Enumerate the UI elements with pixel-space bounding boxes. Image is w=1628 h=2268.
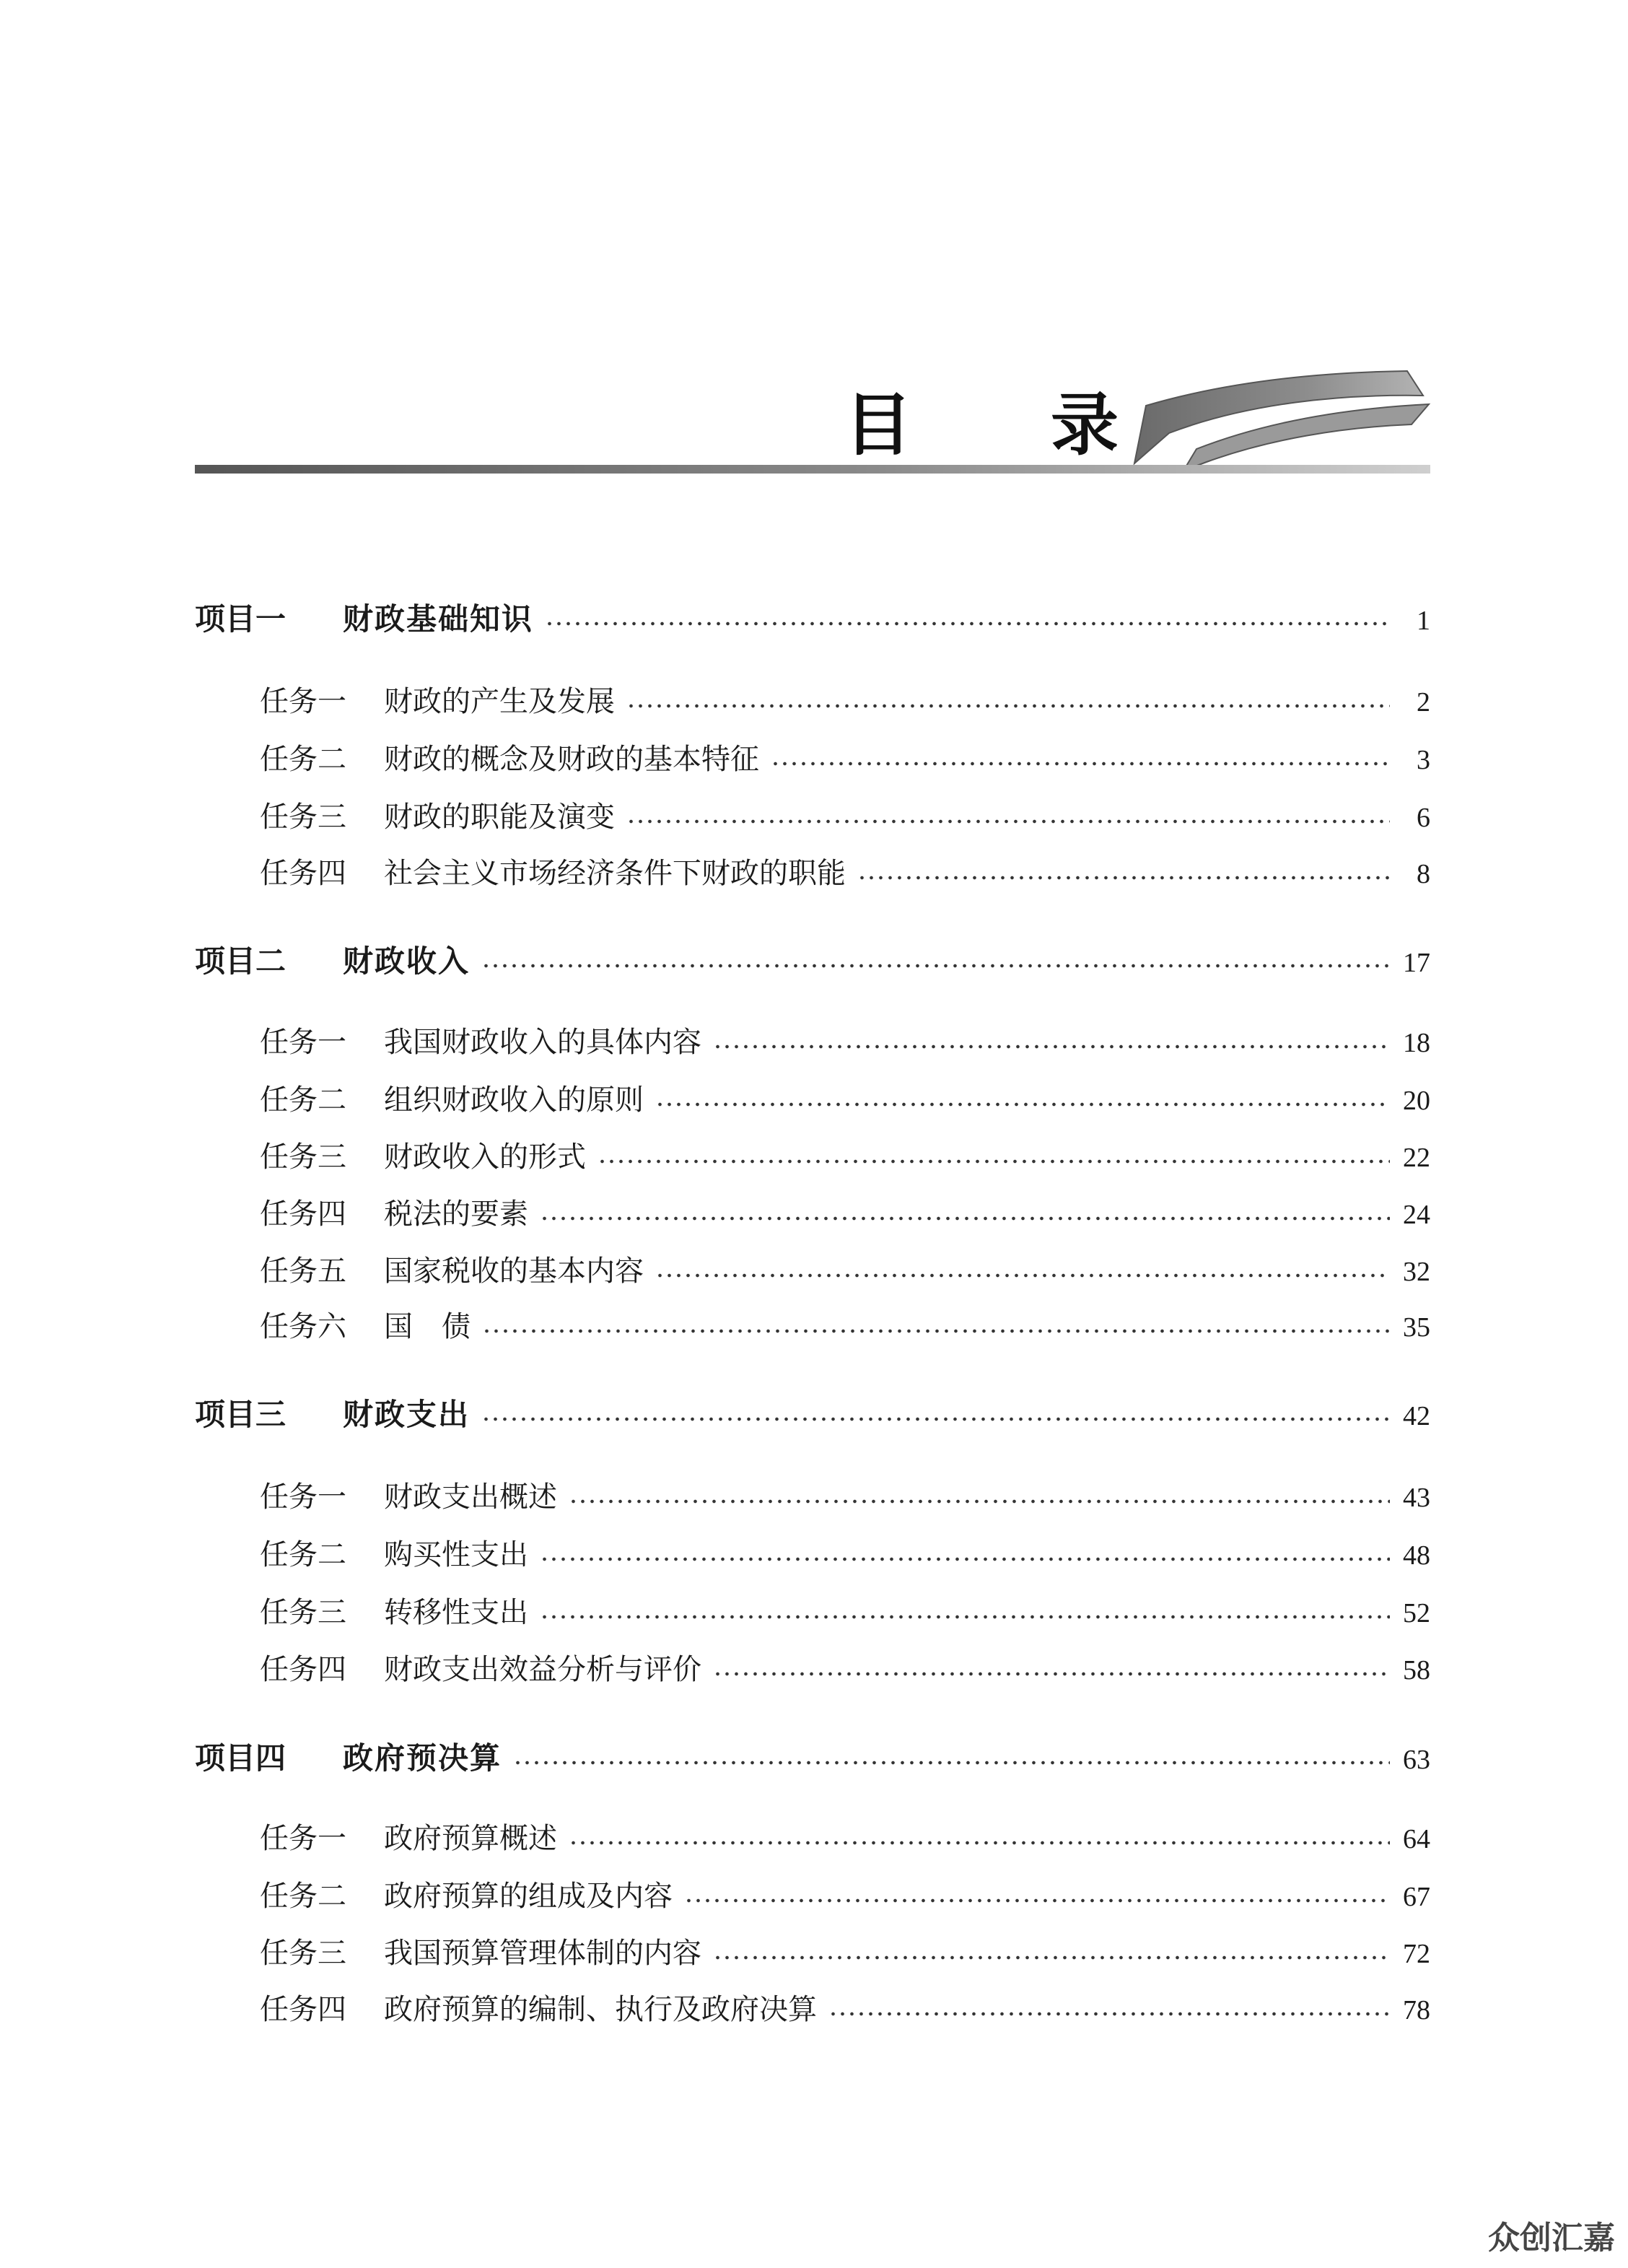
project-number: 项目二 bbox=[195, 943, 286, 979]
page-number: 72 bbox=[1403, 1939, 1430, 1969]
toc-task[interactable] bbox=[260, 1248, 1430, 1294]
page-number: 22 bbox=[1403, 1143, 1430, 1173]
toc-task[interactable] bbox=[260, 1930, 1430, 1976]
dot-leader bbox=[598, 1159, 1390, 1164]
dot-leader bbox=[655, 1102, 1390, 1107]
dot-leader bbox=[540, 1556, 1390, 1562]
page-number: 35 bbox=[1403, 1312, 1430, 1343]
task-number: 任务二 bbox=[260, 1880, 346, 1913]
dot-leader bbox=[626, 819, 1390, 824]
task-number: 任务三 bbox=[260, 801, 346, 834]
task-title: 政府预算的编制、执行及政府决算 bbox=[384, 1993, 817, 2026]
task-number: 任务三 bbox=[260, 1140, 346, 1174]
project-title: 财政基础知识 bbox=[343, 601, 534, 637]
toc-task[interactable] bbox=[260, 1647, 1430, 1693]
toc-task[interactable] bbox=[260, 850, 1430, 897]
toc-task[interactable] bbox=[260, 1986, 1430, 2033]
task-title: 政府预算的组成及内容 bbox=[384, 1880, 673, 1913]
task-title: 转移性支出 bbox=[384, 1596, 528, 1629]
task-number: 任务二 bbox=[260, 743, 346, 776]
dot-leader bbox=[655, 1273, 1390, 1278]
project-title: 政府预决算 bbox=[343, 1740, 502, 1776]
page-number: 8 bbox=[1417, 859, 1430, 889]
task-title: 财政支出概述 bbox=[384, 1480, 557, 1514]
task-title: 税法的要素 bbox=[384, 1198, 528, 1231]
dot-leader bbox=[713, 1671, 1390, 1677]
toc-project-3[interactable] bbox=[195, 1392, 1430, 1438]
task-title: 国家税收的基本内容 bbox=[384, 1255, 644, 1288]
task-number: 任务二 bbox=[260, 1083, 346, 1117]
task-title: 财政支出效益分析与评价 bbox=[384, 1653, 701, 1686]
task-title: 国 债 bbox=[384, 1310, 471, 1343]
page-number: 20 bbox=[1403, 1086, 1430, 1116]
toc-task[interactable] bbox=[260, 1304, 1430, 1350]
task-number: 任务一 bbox=[260, 685, 346, 718]
dot-leader bbox=[857, 875, 1390, 881]
page-number: 64 bbox=[1403, 1824, 1430, 1854]
task-title: 购买性支出 bbox=[384, 1538, 528, 1571]
page-number: 67 bbox=[1403, 1882, 1430, 1912]
task-number: 任务五 bbox=[260, 1255, 346, 1288]
page-title-char-1: 目 bbox=[844, 385, 913, 465]
task-number: 任务三 bbox=[260, 1937, 346, 1970]
page-title-char-2: 录 bbox=[1050, 385, 1119, 465]
toc-task[interactable] bbox=[260, 1019, 1430, 1065]
dot-leader bbox=[540, 1216, 1390, 1221]
task-number: 任务二 bbox=[260, 1538, 346, 1571]
task-title: 财政的概念及财政的基本特征 bbox=[384, 743, 759, 776]
task-title: 社会主义市场经济条件下财政的职能 bbox=[384, 857, 846, 890]
toc-project-1[interactable] bbox=[195, 596, 1430, 642]
page-number: 18 bbox=[1403, 1028, 1430, 1058]
task-number: 任务一 bbox=[260, 1480, 346, 1514]
task-number: 任务四 bbox=[260, 1653, 346, 1686]
toc-task[interactable] bbox=[260, 1474, 1430, 1520]
task-number: 任务一 bbox=[260, 1822, 346, 1855]
dot-leader bbox=[545, 621, 1390, 627]
dot-leader bbox=[828, 2011, 1390, 2017]
dot-leader bbox=[569, 1499, 1390, 1504]
task-number: 任务六 bbox=[260, 1310, 346, 1343]
project-number: 项目四 bbox=[195, 1740, 286, 1776]
toc-task[interactable] bbox=[260, 1077, 1430, 1123]
page-number: 43 bbox=[1403, 1483, 1430, 1513]
toc-task[interactable] bbox=[260, 1191, 1430, 1237]
task-number: 任务一 bbox=[260, 1026, 346, 1059]
task-title: 我国预算管理体制的内容 bbox=[384, 1937, 701, 1970]
page-number: 52 bbox=[1403, 1598, 1430, 1628]
page-number: 42 bbox=[1403, 1401, 1430, 1431]
dot-leader bbox=[569, 1840, 1390, 1846]
dot-leader bbox=[513, 1760, 1390, 1766]
dot-leader bbox=[713, 1044, 1390, 1050]
dot-leader bbox=[684, 1898, 1390, 1903]
page-number: 6 bbox=[1417, 803, 1430, 833]
task-title: 财政收入的形式 bbox=[384, 1140, 586, 1174]
task-title: 财政的产生及发展 bbox=[384, 685, 615, 718]
task-title: 我国财政收入的具体内容 bbox=[384, 1026, 701, 1059]
toc-task[interactable] bbox=[260, 1815, 1430, 1862]
project-title: 财政收入 bbox=[343, 943, 471, 979]
task-title: 财政的职能及演变 bbox=[384, 801, 615, 834]
toc-project-2[interactable] bbox=[195, 938, 1430, 985]
task-title: 组织财政收入的原则 bbox=[384, 1083, 644, 1117]
dot-leader bbox=[771, 761, 1390, 767]
toc-task[interactable] bbox=[260, 1532, 1430, 1578]
page-number: 63 bbox=[1403, 1745, 1430, 1775]
page-number: 1 bbox=[1417, 606, 1430, 636]
task-number: 任务三 bbox=[260, 1596, 346, 1629]
page-number: 78 bbox=[1403, 1995, 1430, 2025]
task-title: 政府预算概述 bbox=[384, 1822, 557, 1855]
task-number: 任务四 bbox=[260, 1993, 346, 2026]
page-number: 3 bbox=[1417, 745, 1430, 775]
toc-task[interactable] bbox=[260, 736, 1430, 782]
toc-task[interactable] bbox=[260, 679, 1430, 725]
project-title: 财政支出 bbox=[343, 1397, 471, 1432]
toc-task[interactable] bbox=[260, 794, 1430, 840]
watermark: 众创汇嘉 bbox=[1488, 2220, 1615, 2256]
page-number: 58 bbox=[1403, 1655, 1430, 1685]
dot-leader bbox=[481, 1416, 1390, 1422]
dot-leader bbox=[481, 963, 1390, 969]
page-number: 24 bbox=[1403, 1200, 1430, 1230]
dot-leader bbox=[482, 1328, 1390, 1334]
toc-task[interactable] bbox=[260, 1134, 1430, 1180]
page-number: 32 bbox=[1403, 1257, 1430, 1287]
toc-task[interactable] bbox=[260, 1589, 1430, 1636]
toc-project-4[interactable] bbox=[195, 1735, 1430, 1781]
page-number: 2 bbox=[1417, 687, 1430, 718]
task-number: 任务四 bbox=[260, 1198, 346, 1231]
dot-leader bbox=[713, 1955, 1390, 1960]
task-number: 任务四 bbox=[260, 857, 346, 890]
toc-task[interactable] bbox=[260, 1873, 1430, 1919]
dot-leader bbox=[626, 703, 1390, 709]
page-number: 17 bbox=[1403, 948, 1430, 978]
project-number: 项目一 bbox=[195, 601, 286, 637]
project-number: 项目三 bbox=[195, 1397, 286, 1432]
page-number: 48 bbox=[1403, 1540, 1430, 1571]
dot-leader bbox=[540, 1614, 1390, 1620]
